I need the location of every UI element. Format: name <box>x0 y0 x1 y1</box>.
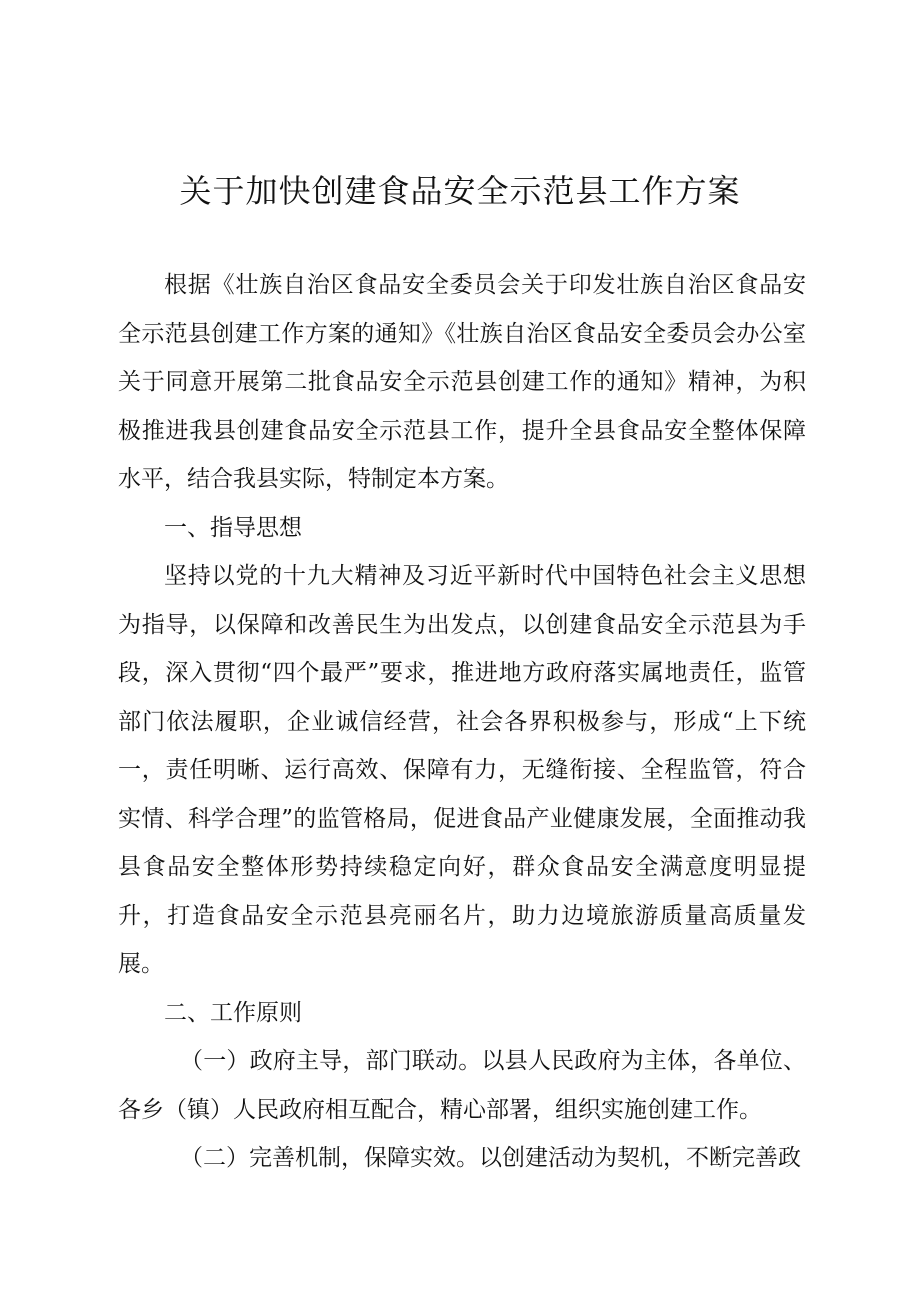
document-body <box>118 261 806 1183</box>
intro-paragraph: 根据《壮族自治区食品安全委员会关于印发壮族自治区食品安全示范县创建工作方案的通知》《壮族自治区食品安全委员会办公室关于同意开展第二批食品安全示范县创建工作的通知》精神，为积极推进我县创建食品安全示范县工作，提升全县食品安全整体保障水平，结合我县实际，特制定本方案。 <box>118 272 806 492</box>
section-heading-work-principles: 二、工作原则 <box>164 999 302 1026</box>
guiding-ideology-paragraph: 坚持以党的十九大精神及习近平新时代中国特色社会主义思想为指导，以保障和改善民生为出发点，以创建食品安全示范县为手段，深入贯彻“四个最严”要求，推进地方政府落实属地责任，监管部门依法履职，企业诚信经营，社会各界积极参与，形成“上下统一，责任明晰、运行高效、保障有力，无缝衔接、全程监管，符合实情、科学合理”的监管格局，促进食品产业健康发展，全面推动我县食品安全整体形势持续稳定向好，群众食品安全满意度明显提升，打造食品安全示范县亮丽名片，助力边境旅游质量高质量发展。 <box>118 563 806 977</box>
principle-item-1: （一）政府主导，部门联动。以县人民政府为主体，各单位、各乡（镇）人民政府相互配合，精心部署，组织实施创建工作。 <box>118 1048 806 1123</box>
section-heading-guiding-ideology: 一、指导思想 <box>164 514 302 541</box>
document-title: 关于加快创建食品安全示范县工作方案 <box>179 172 741 210</box>
principle-item-2: （二）完善机制，保障实效。以创建活动为契机，不断完善政 <box>180 1145 801 1171</box>
